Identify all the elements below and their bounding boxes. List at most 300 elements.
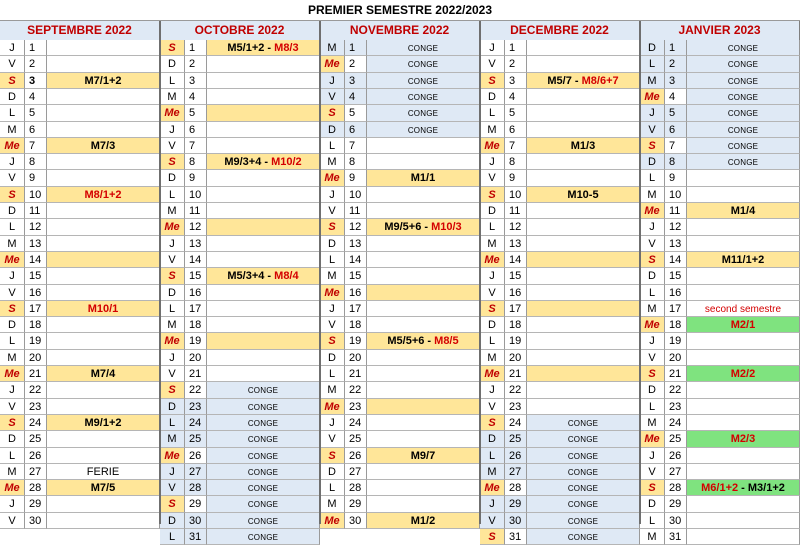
event-cell xyxy=(367,301,480,317)
weekday-cell: S xyxy=(480,529,505,545)
weekday-cell: S xyxy=(0,415,25,431)
day-number-cell: 5 xyxy=(345,105,367,122)
weekday-cell: V xyxy=(480,399,505,415)
event-cell xyxy=(367,415,480,431)
day-number-cell: 19 xyxy=(505,333,527,350)
day-number-cell: 26 xyxy=(505,448,527,464)
day-number-cell: 24 xyxy=(505,415,527,431)
day-number-cell: 25 xyxy=(185,431,207,448)
event-cell xyxy=(527,431,640,448)
weekday-cell: Me xyxy=(320,399,345,415)
day-number-cell: 11 xyxy=(345,203,367,219)
event-text: M10-5 xyxy=(567,189,599,201)
weekday-cell: S xyxy=(480,73,505,89)
day-number-cell: 4 xyxy=(25,89,47,105)
weekday-cell: J xyxy=(160,236,185,252)
day-number-cell: 19 xyxy=(665,333,687,350)
conge-label: CONGE xyxy=(567,500,599,509)
day-number-cell: 22 xyxy=(25,382,47,399)
event-cell xyxy=(47,431,160,448)
event-cell xyxy=(687,219,800,236)
weekday-cell: S xyxy=(640,480,665,496)
event-cell xyxy=(207,203,320,219)
month-header: JANVIER 2023 xyxy=(640,21,800,40)
day-number-cell: 26 xyxy=(185,448,207,464)
weekday-cell: Me xyxy=(640,317,665,333)
weekday-cell: J xyxy=(320,415,345,431)
event-cell xyxy=(527,366,640,382)
weekday-cell: V xyxy=(480,170,505,187)
event-cell xyxy=(687,56,800,73)
weekday-cell: J xyxy=(640,219,665,236)
event-cell xyxy=(367,252,480,268)
weekday-cell: S xyxy=(480,301,505,317)
conge-label: CONGE xyxy=(247,452,279,461)
day-number-cell: 29 xyxy=(185,496,207,513)
day-number-cell: 27 xyxy=(665,464,687,480)
weekday-cell: D xyxy=(0,431,25,448)
day-number-cell: 11 xyxy=(665,203,687,219)
day-number-cell: 2 xyxy=(345,56,367,73)
month-header: OCTOBRE 2022 xyxy=(160,21,320,40)
day-number-cell: 10 xyxy=(25,187,47,203)
weekday-cell: V xyxy=(0,399,25,415)
day-number-cell: 14 xyxy=(505,252,527,268)
day-number-cell: 30 xyxy=(505,513,527,529)
event-cell xyxy=(687,350,800,366)
day-number-cell: 20 xyxy=(185,350,207,366)
day-number-cell: 3 xyxy=(25,73,47,89)
event-cell xyxy=(47,252,160,268)
event-cell xyxy=(527,464,640,480)
weekday-cell: L xyxy=(640,56,665,73)
event-cell xyxy=(527,170,640,187)
event-cell xyxy=(47,464,160,480)
event-cell xyxy=(367,40,480,56)
event-cell xyxy=(207,285,320,301)
weekday-cell: V xyxy=(320,89,345,105)
event-cell xyxy=(687,252,800,268)
day-number-cell: 23 xyxy=(505,399,527,415)
day-number-cell: 24 xyxy=(25,415,47,431)
event-cell xyxy=(687,73,800,89)
event-text: M2/1 xyxy=(730,319,756,331)
weekday-cell: J xyxy=(160,464,185,480)
event-cell xyxy=(207,480,320,496)
event-cell xyxy=(207,170,320,187)
event-cell xyxy=(207,56,320,73)
weekday-cell: V xyxy=(480,513,505,529)
weekday-cell: S xyxy=(0,301,25,317)
day-number-cell: 21 xyxy=(345,366,367,382)
event-cell xyxy=(687,480,800,496)
day-number-cell: 14 xyxy=(25,252,47,268)
event-text: M7/3 xyxy=(90,140,116,152)
conge-label: CONGE xyxy=(727,109,759,118)
day-number-cell: 7 xyxy=(25,138,47,154)
event-cell xyxy=(367,333,480,350)
event-text: M5/7 xyxy=(547,75,572,87)
day-number-cell: 6 xyxy=(505,122,527,138)
weekday-cell: L xyxy=(160,415,185,431)
day-number-cell: 16 xyxy=(345,285,367,301)
event-cell xyxy=(367,464,480,480)
event-cell xyxy=(687,236,800,252)
event-cell xyxy=(47,170,160,187)
weekday-cell: D xyxy=(640,268,665,285)
weekday-cell: L xyxy=(0,219,25,236)
day-number-cell: 25 xyxy=(505,431,527,448)
weekday-cell: S xyxy=(480,187,505,203)
day-number-cell: 16 xyxy=(185,285,207,301)
event-cell xyxy=(207,317,320,333)
day-number-cell: 6 xyxy=(345,122,367,138)
event-cell xyxy=(527,399,640,415)
event-cell xyxy=(207,301,320,317)
event-cell xyxy=(527,203,640,219)
weekday-cell: J xyxy=(320,301,345,317)
weekday-cell: D xyxy=(160,56,185,73)
event-cell xyxy=(207,236,320,252)
event-text: M7/1+2 xyxy=(84,75,122,87)
event-text: M1/1 xyxy=(410,172,436,184)
event-cell xyxy=(47,105,160,122)
event-text: - xyxy=(421,221,432,233)
day-number-cell: 3 xyxy=(665,73,687,89)
conge-label: CONGE xyxy=(247,517,279,526)
event-cell xyxy=(47,285,160,301)
day-number-cell: 8 xyxy=(505,154,527,170)
event-text: M6/1+2 xyxy=(701,482,739,494)
day-number-cell: 18 xyxy=(665,317,687,333)
weekday-cell: M xyxy=(0,464,25,480)
day-number-cell: 24 xyxy=(665,415,687,431)
day-number-cell: 11 xyxy=(505,203,527,219)
weekday-cell: L xyxy=(480,448,505,464)
weekday-cell: S xyxy=(160,382,185,399)
weekday-cell: D xyxy=(480,431,505,448)
event-cell xyxy=(527,513,640,529)
day-number-cell: 4 xyxy=(665,89,687,105)
day-number-cell: 25 xyxy=(665,431,687,448)
event-cell xyxy=(687,431,800,448)
event-text: - xyxy=(264,42,275,54)
day-number-cell: 15 xyxy=(665,268,687,285)
conge-label: CONGE xyxy=(727,142,759,151)
day-number-cell: 18 xyxy=(185,317,207,333)
day-number-cell: 20 xyxy=(665,350,687,366)
weekday-cell: L xyxy=(160,187,185,203)
event-cell xyxy=(527,73,640,89)
event-cell xyxy=(47,187,160,203)
day-number-cell: 4 xyxy=(345,89,367,105)
day-number-cell: 28 xyxy=(345,480,367,496)
event-text: - xyxy=(738,482,748,494)
weekday-cell: J xyxy=(640,333,665,350)
conge-label: CONGE xyxy=(407,93,439,102)
event-text: M2/3 xyxy=(730,433,756,445)
day-number-cell: 6 xyxy=(665,122,687,138)
weekday-cell: V xyxy=(320,203,345,219)
weekday-cell: Me xyxy=(480,480,505,496)
conge-label: CONGE xyxy=(727,126,759,135)
weekday-cell: M xyxy=(640,529,665,545)
day-number-cell: 9 xyxy=(505,170,527,187)
event-cell xyxy=(47,89,160,105)
event-cell xyxy=(367,89,480,105)
event-text: M7/4 xyxy=(90,368,116,380)
weekday-cell: M xyxy=(320,40,345,56)
event-cell xyxy=(47,203,160,219)
event-cell xyxy=(687,366,800,382)
weekday-cell: Me xyxy=(320,513,345,529)
weekday-cell: M xyxy=(640,301,665,317)
conge-label: CONGE xyxy=(567,452,599,461)
event-cell xyxy=(687,154,800,170)
conge-label: CONGE xyxy=(407,126,439,135)
event-cell xyxy=(207,366,320,382)
conge-label: CONGE xyxy=(567,517,599,526)
conge-label: CONGE xyxy=(247,533,279,542)
weekday-cell: V xyxy=(640,122,665,138)
day-number-cell: 14 xyxy=(665,252,687,268)
event-cell xyxy=(527,138,640,154)
day-number-cell: 12 xyxy=(25,219,47,236)
day-number-cell: 15 xyxy=(25,268,47,285)
weekday-cell: Me xyxy=(320,285,345,301)
weekday-cell: D xyxy=(320,350,345,366)
day-number-cell: 21 xyxy=(185,366,207,382)
day-number-cell: 19 xyxy=(345,333,367,350)
conge-label: CONGE xyxy=(407,109,439,118)
weekday-cell: L xyxy=(320,138,345,154)
weekday-cell: S xyxy=(320,105,345,122)
weekday-cell: M xyxy=(640,415,665,431)
weekday-cell: L xyxy=(480,105,505,122)
day-number-cell: 14 xyxy=(345,252,367,268)
day-number-cell: 23 xyxy=(185,399,207,415)
event-cell xyxy=(367,170,480,187)
event-cell xyxy=(367,382,480,399)
event-cell xyxy=(207,415,320,431)
day-number-cell: 21 xyxy=(505,366,527,382)
weekday-cell: L xyxy=(0,448,25,464)
event-cell xyxy=(47,138,160,154)
day-number-cell: 31 xyxy=(185,529,207,545)
event-cell xyxy=(527,56,640,73)
event-cell xyxy=(687,285,800,301)
event-cell xyxy=(47,496,160,513)
weekday-cell: J xyxy=(640,448,665,464)
event-cell xyxy=(687,399,800,415)
weekday-cell: D xyxy=(0,203,25,219)
event-cell xyxy=(687,464,800,480)
day-number-cell: 26 xyxy=(25,448,47,464)
event-cell xyxy=(527,268,640,285)
weekday-cell: J xyxy=(640,105,665,122)
weekday-cell: J xyxy=(0,496,25,513)
event-cell xyxy=(207,122,320,138)
day-number-cell: 1 xyxy=(345,40,367,56)
day-number-cell: 8 xyxy=(25,154,47,170)
conge-label: CONGE xyxy=(727,158,759,167)
event-text: M2/2 xyxy=(730,368,756,380)
event-cell xyxy=(687,138,800,154)
day-number-cell: 10 xyxy=(665,187,687,203)
event-cell xyxy=(367,366,480,382)
event-cell xyxy=(47,480,160,496)
weekday-cell: V xyxy=(320,317,345,333)
event-cell xyxy=(207,89,320,105)
day-number-cell: 19 xyxy=(185,333,207,350)
event-text: - xyxy=(424,335,435,347)
event-text: M5/3+4 xyxy=(227,270,265,282)
weekday-cell: S xyxy=(160,268,185,285)
event-cell xyxy=(207,40,320,56)
weekday-cell: V xyxy=(0,56,25,73)
weekday-cell: Me xyxy=(480,366,505,382)
day-number-cell: 4 xyxy=(185,89,207,105)
weekday-cell: V xyxy=(320,431,345,448)
event-cell xyxy=(367,105,480,122)
event-text: - xyxy=(261,156,272,168)
event-cell xyxy=(367,480,480,496)
weekday-cell: J xyxy=(480,154,505,170)
event-cell xyxy=(687,333,800,350)
weekday-cell: L xyxy=(640,399,665,415)
conge-label: CONGE xyxy=(567,484,599,493)
event-cell xyxy=(687,187,800,203)
event-cell xyxy=(527,301,640,317)
event-text: M8/1+2 xyxy=(84,189,122,201)
weekday-cell: M xyxy=(160,431,185,448)
day-number-cell: 6 xyxy=(25,122,47,138)
day-number-cell: 16 xyxy=(505,285,527,301)
day-number-cell: 21 xyxy=(25,366,47,382)
weekday-cell: S xyxy=(320,219,345,236)
weekday-cell: Me xyxy=(480,138,505,154)
event-cell xyxy=(367,399,480,415)
event-cell xyxy=(527,122,640,138)
weekday-cell: V xyxy=(0,513,25,529)
weekday-cell: D xyxy=(320,236,345,252)
event-text: M10/2 xyxy=(271,156,302,168)
weekday-cell: D xyxy=(480,203,505,219)
day-number-cell: 10 xyxy=(345,187,367,203)
event-cell xyxy=(527,187,640,203)
day-number-cell: 13 xyxy=(505,236,527,252)
month-separator xyxy=(639,21,641,524)
event-cell xyxy=(687,122,800,138)
day-number-cell: 27 xyxy=(25,464,47,480)
month-separator xyxy=(479,21,481,524)
weekday-cell: J xyxy=(480,268,505,285)
day-number-cell: 2 xyxy=(665,56,687,73)
event-cell xyxy=(207,431,320,448)
conge-label: CONGE xyxy=(247,403,279,412)
day-number-cell: 29 xyxy=(665,496,687,513)
event-cell xyxy=(47,513,160,529)
event-cell xyxy=(47,40,160,56)
event-cell xyxy=(367,122,480,138)
day-number-cell: 24 xyxy=(345,415,367,431)
event-cell xyxy=(47,317,160,333)
event-cell xyxy=(367,513,480,529)
event-cell xyxy=(207,448,320,464)
event-cell xyxy=(527,89,640,105)
day-number-cell: 22 xyxy=(505,382,527,399)
event-cell xyxy=(207,464,320,480)
weekday-cell: Me xyxy=(0,252,25,268)
event-text: M8/4 xyxy=(274,270,299,282)
event-cell xyxy=(367,350,480,366)
event-cell xyxy=(207,138,320,154)
day-number-cell: 31 xyxy=(665,529,687,545)
conge-label: CONGE xyxy=(727,60,759,69)
day-number-cell: 20 xyxy=(25,350,47,366)
weekday-cell: L xyxy=(160,73,185,89)
conge-label: CONGE xyxy=(407,44,439,53)
day-number-cell: 20 xyxy=(505,350,527,366)
day-number-cell: 22 xyxy=(185,382,207,399)
weekday-cell: Me xyxy=(320,170,345,187)
weekday-cell: V xyxy=(480,285,505,301)
day-number-cell: 1 xyxy=(665,40,687,56)
weekday-cell: M xyxy=(0,236,25,252)
weekday-cell: J xyxy=(480,496,505,513)
weekday-cell: L xyxy=(480,333,505,350)
month-header: NOVEMBRE 2022 xyxy=(320,21,480,40)
event-cell xyxy=(527,529,640,545)
weekday-cell: V xyxy=(0,170,25,187)
weekday-cell: S xyxy=(640,252,665,268)
day-number-cell: 8 xyxy=(665,154,687,170)
day-number-cell: 18 xyxy=(345,317,367,333)
weekday-cell: D xyxy=(160,513,185,529)
event-cell xyxy=(527,415,640,431)
weekday-cell: S xyxy=(640,366,665,382)
event-cell xyxy=(687,301,800,317)
event-cell xyxy=(687,170,800,187)
event-cell xyxy=(47,268,160,285)
weekday-cell: Me xyxy=(0,480,25,496)
day-number-cell: 17 xyxy=(25,301,47,317)
weekday-cell: V xyxy=(160,138,185,154)
event-cell xyxy=(527,252,640,268)
day-number-cell: 16 xyxy=(25,285,47,301)
day-number-cell: 27 xyxy=(345,464,367,480)
weekday-cell: L xyxy=(640,285,665,301)
event-cell xyxy=(47,219,160,236)
month-header: SEPTEMBRE 2022 xyxy=(0,21,160,40)
event-cell xyxy=(527,350,640,366)
weekday-cell: M xyxy=(320,382,345,399)
weekday-cell: D xyxy=(160,170,185,187)
event-cell xyxy=(207,252,320,268)
weekday-cell: L xyxy=(0,333,25,350)
day-number-cell: 11 xyxy=(25,203,47,219)
day-number-cell: 28 xyxy=(25,480,47,496)
day-number-cell: 13 xyxy=(345,236,367,252)
event-cell xyxy=(687,513,800,529)
event-cell xyxy=(47,154,160,170)
event-text: - xyxy=(264,270,275,282)
weekday-cell: M xyxy=(160,317,185,333)
weekday-cell: V xyxy=(640,350,665,366)
day-number-cell: 6 xyxy=(185,122,207,138)
day-number-cell: 30 xyxy=(345,513,367,529)
day-number-cell: 10 xyxy=(505,187,527,203)
